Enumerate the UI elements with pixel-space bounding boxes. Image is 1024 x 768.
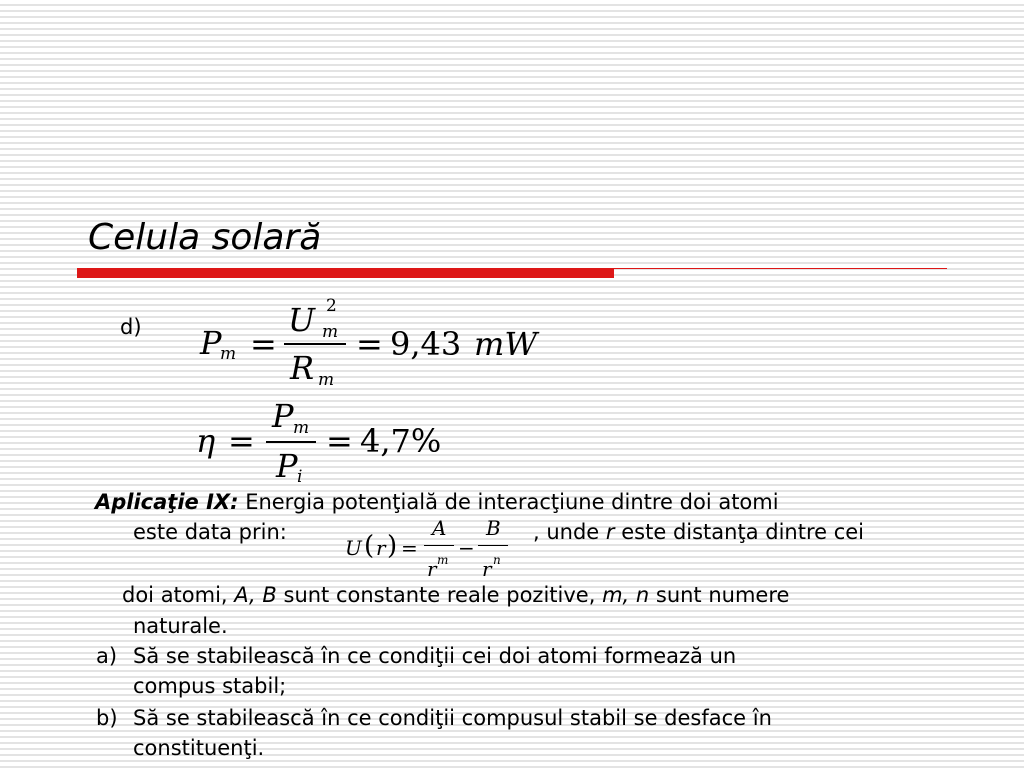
eq1-unit: mW	[474, 325, 538, 363]
eq1-R: R	[290, 349, 315, 387]
item-a-marker: a)	[96, 644, 118, 668]
pot-equals: =	[401, 536, 418, 560]
application-line-1	[95, 487, 779, 517]
application-line-3	[122, 580, 789, 610]
application-line-3-AB: A, B	[234, 583, 277, 607]
eq1-P: P	[200, 324, 222, 362]
application-line-3-mn: m, n	[602, 583, 650, 607]
part-label-d: d)	[120, 315, 142, 339]
item-a-line-1: Să se stabilească în ce condiţii cei doi atomi formează un	[133, 644, 737, 668]
application-line-2-start: este data prin:	[133, 520, 287, 544]
item-a-line-2: compus stabil;	[133, 674, 287, 698]
pot-B: B	[486, 516, 501, 540]
application-line-3-end: sunt numere	[655, 583, 790, 607]
eq1-value: 9,43	[390, 325, 462, 363]
eq2-fraction-bar	[266, 441, 316, 443]
eq2-P-den-sub: i	[297, 467, 303, 487]
pot-minus: −	[458, 536, 475, 560]
eq1-equals-1: =	[250, 325, 277, 363]
pot-fraction-bar-B	[478, 545, 508, 546]
application-line-2-r: r	[605, 520, 615, 544]
application-line-3-middle: sunt constante reale pozitive,	[283, 583, 596, 607]
eq2-value: 4,7%	[360, 422, 442, 460]
application-line-2-rest: este distanţa dintre cei	[621, 520, 865, 544]
eq1-fraction-bar	[284, 343, 346, 345]
eq1-U-sub: m	[322, 322, 339, 342]
eq2-equals-2: =	[326, 422, 353, 460]
eq2-P-num-sub: m	[293, 418, 310, 438]
application-line-3-start: doi atomi,	[122, 583, 228, 607]
title-underline-thin	[614, 268, 947, 269]
application-line-1-text: Energia potenţială de interacţiune dintre doi atomi	[245, 490, 779, 514]
eq1-R-sub: m	[318, 370, 335, 390]
pot-n-exp: n	[493, 553, 501, 567]
pot-m-exp: m	[437, 553, 449, 567]
pot-A: A	[432, 516, 447, 540]
eq1-equals-2: =	[356, 325, 383, 363]
pot-r-den-B: r	[482, 557, 492, 581]
pot-U: U	[345, 536, 362, 560]
eq1-P-sub: m	[220, 344, 237, 364]
item-b-line-2: constituenţi.	[133, 736, 265, 760]
item-b-marker: b)	[96, 706, 118, 730]
pot-fraction-bar-A	[424, 545, 454, 546]
pot-paren-left: (	[364, 531, 375, 561]
eq2-P-num: P	[272, 397, 294, 435]
application-label: Aplicaţie IX:	[95, 490, 239, 514]
slide-title: Celula solară	[88, 217, 322, 258]
title-underline-thick	[77, 268, 614, 278]
pot-r-den-A: r	[427, 557, 437, 581]
eq1-U-sup: 2	[326, 296, 337, 316]
pot-paren-right: )	[387, 531, 398, 561]
eq2-equals-1: =	[228, 422, 255, 460]
eq2-P-den: P	[276, 447, 298, 485]
eq1-U: U	[288, 301, 315, 339]
item-b-line-1: Să se stabilească în ce condiţii compusul stabil se desface în	[133, 706, 772, 730]
pot-r: r	[376, 536, 386, 560]
eq2-eta: η	[196, 422, 216, 460]
application-line-4: naturale.	[133, 614, 228, 638]
application-line-2-end	[533, 517, 864, 547]
application-line-2-unde: , unde	[533, 520, 600, 544]
